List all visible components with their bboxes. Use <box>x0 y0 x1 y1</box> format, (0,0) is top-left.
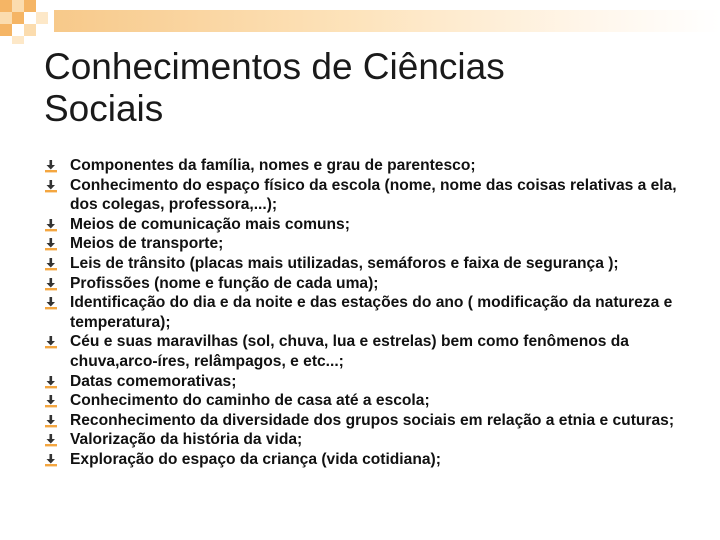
corner-decoration <box>0 0 60 44</box>
arrow-down-bar-icon <box>44 454 58 467</box>
list-item <box>44 372 694 392</box>
list-item-text: Meios de comunicação mais comuns; <box>70 215 350 233</box>
list-item-text: Céu e suas maravilhas (sol, chuva, lua e estrelas) bem como fenômenos da chuva,arco-íres, relâmpagos, e etc...; <box>70 333 629 370</box>
list-item <box>44 215 694 235</box>
arrow-down-bar-icon <box>44 278 58 291</box>
list-item <box>44 254 694 274</box>
list-item <box>44 274 694 294</box>
arrow-down-bar-icon <box>44 160 58 173</box>
arrow-down-bar-icon <box>44 376 58 389</box>
list-item-text: Datas comemorativas; <box>70 372 237 390</box>
slide-title-line-2: Sociais <box>44 88 164 129</box>
arrow-down-bar-icon <box>44 297 58 310</box>
list-item-text: Conhecimento do caminho de casa até a escola; <box>70 392 430 410</box>
slide-title-line-1: Conhecimentos de Ciências <box>44 46 505 87</box>
list-item <box>44 332 694 371</box>
arrow-down-bar-icon <box>44 219 58 232</box>
list-item-text: Meios de transporte; <box>70 235 224 253</box>
list-item-text: Componentes da família, nomes e grau de parentesco; <box>70 157 476 174</box>
list-item-text: Identificação do dia e da noite e das estações do ano ( modificação da natureza e temperatura); <box>70 294 673 331</box>
arrow-down-bar-icon <box>44 395 58 408</box>
arrow-down-bar-icon <box>44 336 58 349</box>
list-item-text: Leis de trânsito (placas mais utilizadas, semáforos e faixa de segurança ); <box>70 254 619 272</box>
list-item-text: Reconhecimento da diversidade dos grupos sociais em relação a etnia e cuturas; <box>70 411 675 429</box>
list-item-text: Valorização da história da vida; <box>70 431 303 449</box>
list-item <box>44 234 694 254</box>
topic-list <box>44 156 694 470</box>
list-item <box>44 450 694 470</box>
arrow-down-bar-icon <box>44 434 58 447</box>
list-item-text: Conhecimento do espaço físico da escola (nome, nome das coisas relativas a ela, dos colegas, professora,...); <box>70 176 677 214</box>
arrow-down-bar-icon <box>44 415 58 428</box>
slide-title <box>44 46 684 130</box>
list-item <box>44 391 694 411</box>
arrow-down-bar-icon <box>44 238 58 251</box>
list-item <box>44 293 694 332</box>
list-item-text: Exploração do espaço da criança (vida cotidiana); <box>70 450 441 468</box>
arrow-down-bar-icon <box>44 180 58 193</box>
title-accent-bar <box>54 10 720 32</box>
list-item <box>44 176 694 215</box>
list-item <box>44 430 694 450</box>
list-item-text: Profissões (nome e função de cada uma); <box>70 274 379 292</box>
list-item <box>44 156 694 176</box>
list-item <box>44 411 694 431</box>
arrow-down-bar-icon <box>44 258 58 271</box>
